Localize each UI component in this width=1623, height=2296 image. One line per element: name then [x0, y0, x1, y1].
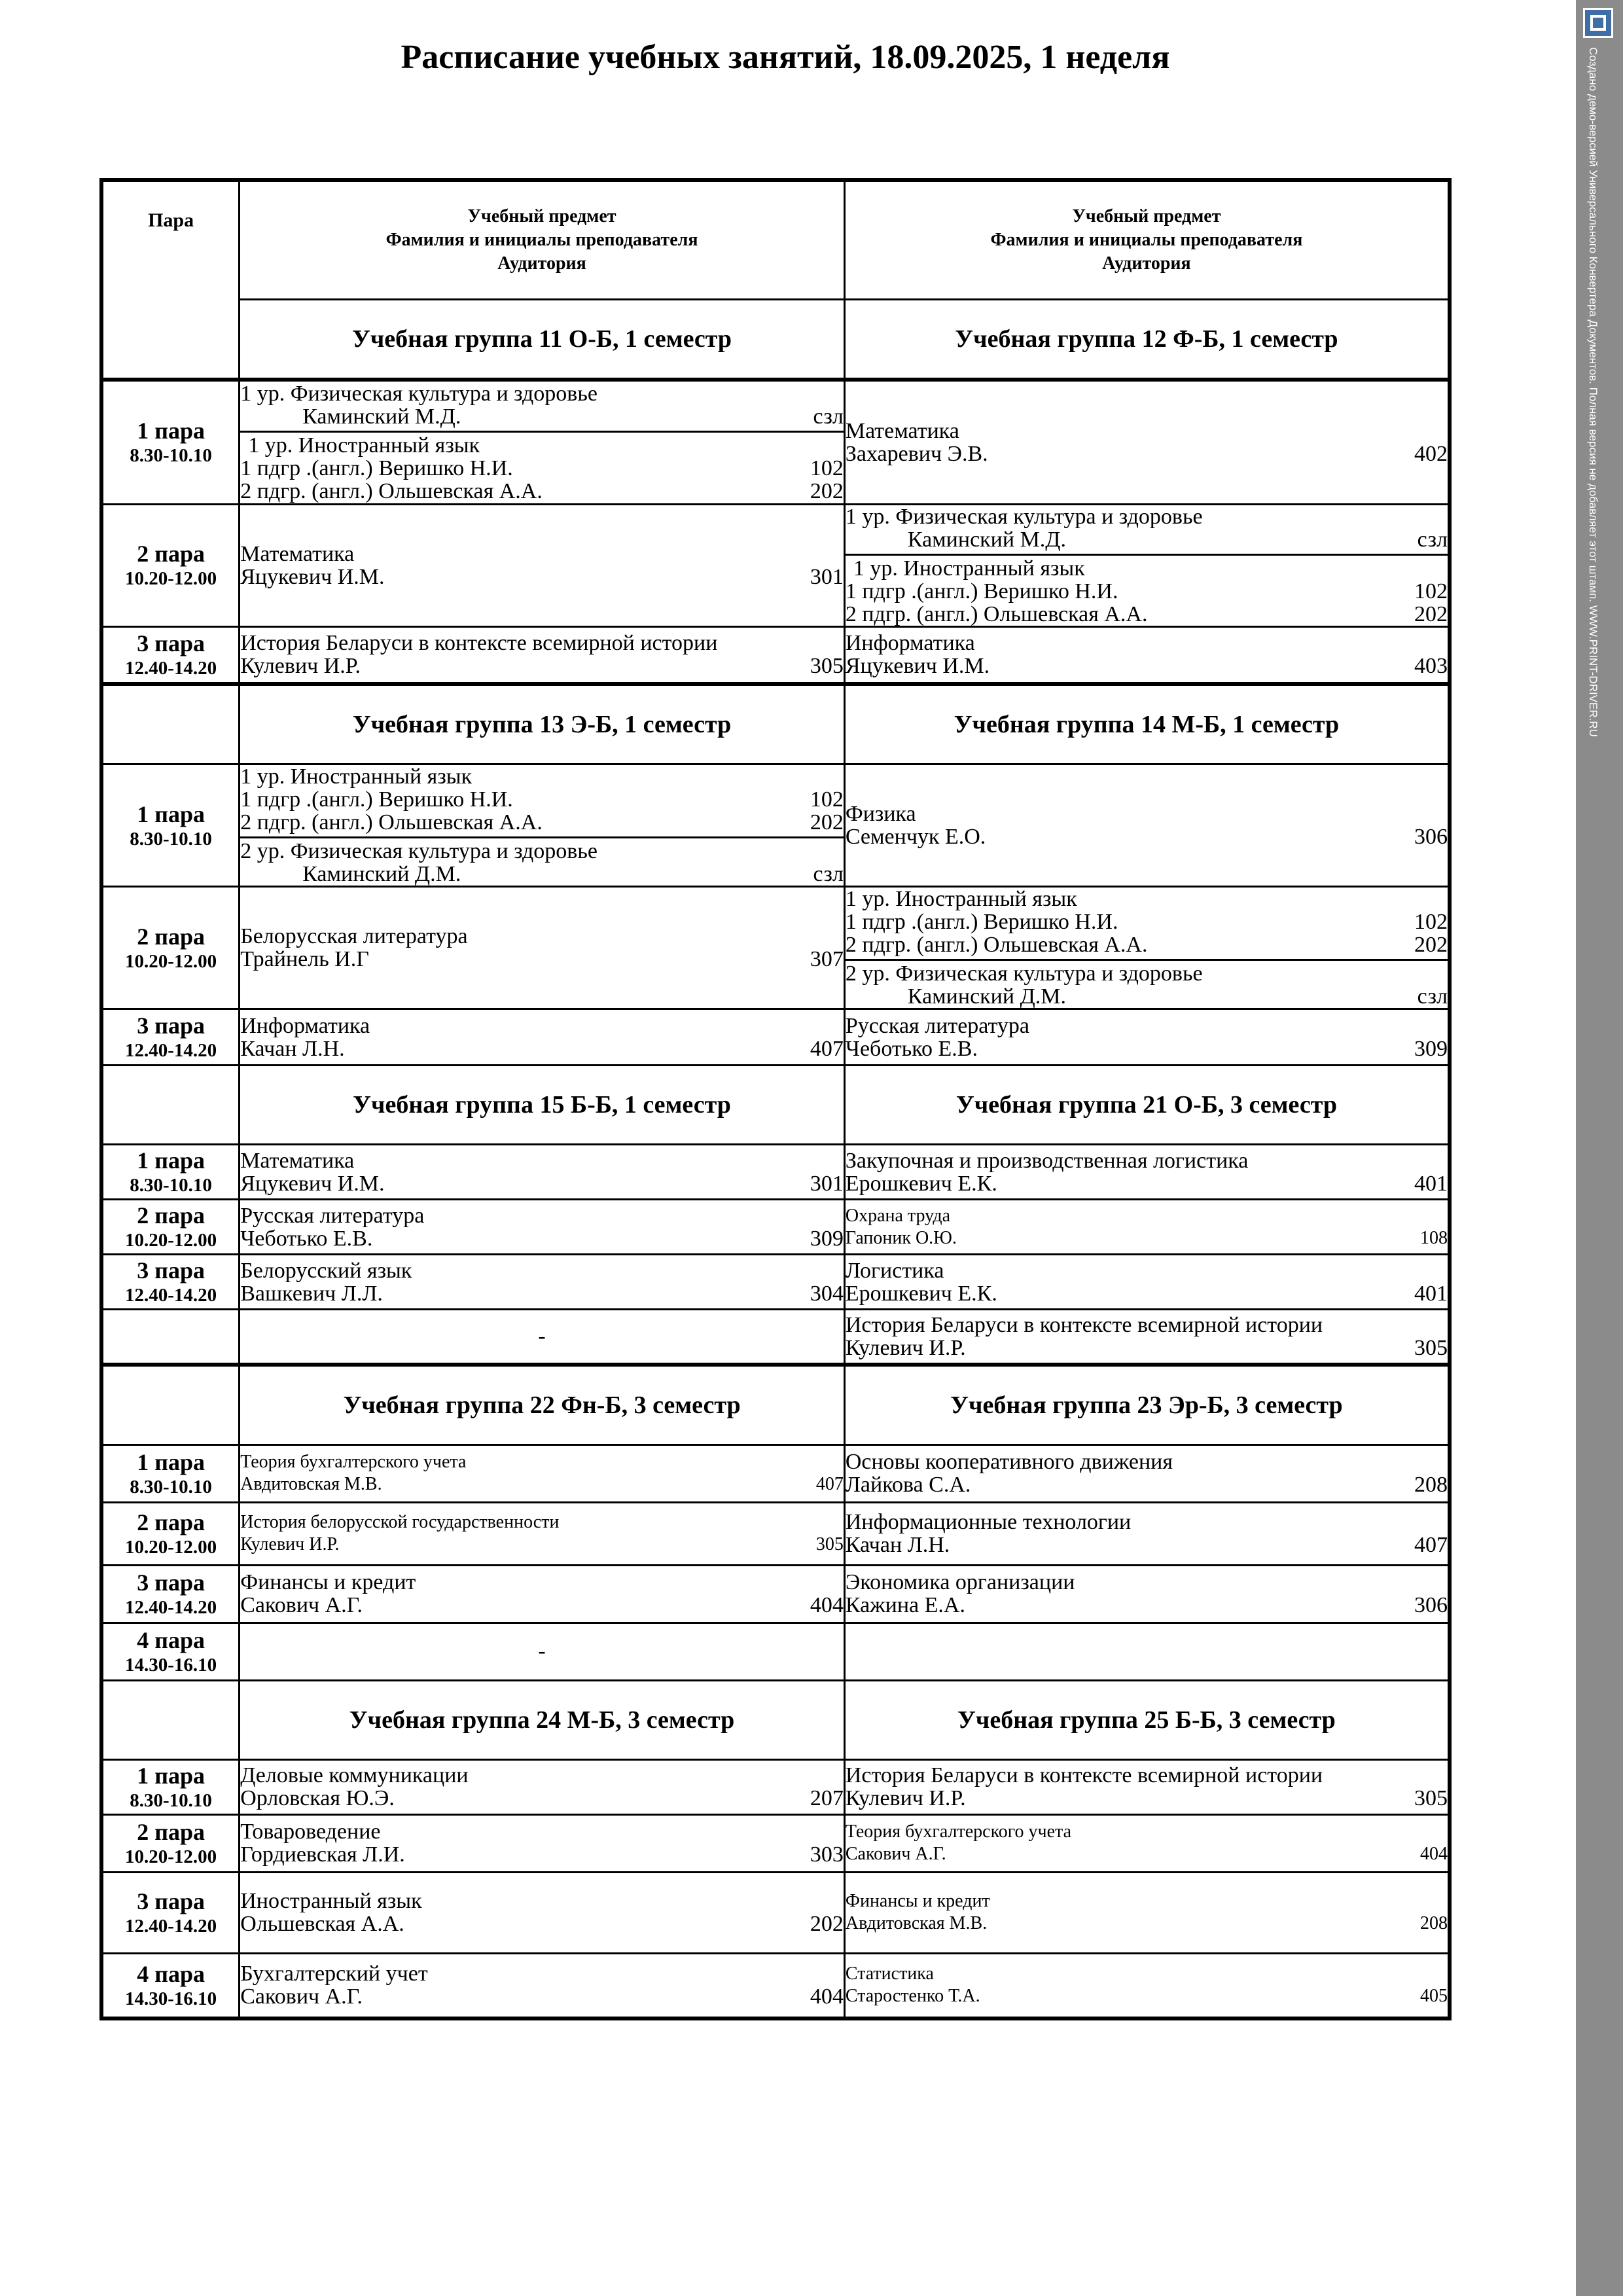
lesson-cell: Информатика Качан Л.Н. 407 — [240, 1009, 845, 1066]
table-row — [101, 1200, 1450, 1255]
lesson-cell: Финансы и кредит Авдитовская М.В. 208 — [844, 1872, 1450, 1953]
table-row — [101, 504, 1450, 626]
group-title: Учебная группа 15 Б-Б, 1 семестр — [240, 1066, 845, 1145]
lesson-cell: Математика Яцукевич И.М. 301 — [240, 504, 845, 626]
lesson-cell: Бухгалтерский учет Сакович А.Г. 404 — [240, 1953, 845, 2018]
empty-cell — [101, 684, 240, 764]
lesson-cell: Основы кооперативного движения Лайкова С.А. 208 — [844, 1444, 1450, 1502]
lesson-cell: Иностранный язык Ольшевская А.А. 202 — [240, 1872, 845, 1953]
lesson-cell: Математика Яцукевич И.М. 301 — [240, 1145, 845, 1200]
table-row — [101, 887, 1450, 1009]
table-row — [101, 1145, 1450, 1200]
group-title: Учебная группа 21 О-Б, 3 семестр — [844, 1066, 1450, 1145]
group-row — [101, 684, 1450, 764]
group-title: Учебная группа 22 Фн-Б, 3 семестр — [240, 1365, 845, 1445]
group-row — [101, 1066, 1450, 1145]
para-cell: 2 пара 10.20-12.00 — [101, 1814, 240, 1872]
lesson-cell: Русская литература Чеботько Е.В. 309 — [844, 1009, 1450, 1066]
table-row — [101, 1872, 1450, 1953]
table-row — [101, 1623, 1450, 1680]
group-title: Учебная группа 14 М-Б, 1 семестр — [844, 684, 1450, 764]
para-cell: 3 пара 12.40-14.20 — [101, 1255, 240, 1310]
para-cell: 2 пара 10.20-12.00 — [101, 1502, 240, 1565]
para-cell: 3 пара 12.40-14.20 — [101, 1009, 240, 1066]
para-cell: 4 пара 14.30-16.10 — [101, 1623, 240, 1680]
lesson-cell: 1 ур. Физическая культура и здоровье Каминский М.Д. сзл 1 ур. Иностранный язык 1 пдгр .(англ.) Веришко Н.И. 102 2 пдгр. (англ.) Ольшевская А.А. 202 — [844, 504, 1450, 626]
lesson-cell: Деловые коммуникации Орловская Ю.Э. 207 — [240, 1759, 845, 1814]
para-cell: 1 пара 8.30-10.10 — [101, 380, 240, 504]
para-cell: 2 пара 10.20-12.00 — [101, 1200, 240, 1255]
lesson-cell: Математика Захаревич Э.В. 402 — [844, 380, 1450, 504]
para-cell: 3 пара 12.40-14.20 — [101, 1565, 240, 1623]
group-title: Учебная группа 24 М-Б, 3 семестр — [240, 1680, 845, 1759]
para-cell: 4 пара 14.30-16.10 — [101, 1953, 240, 2018]
group-title: Учебная группа 12 Ф-Б, 1 семестр — [844, 300, 1450, 380]
empty-lesson-dash: - — [240, 1310, 845, 1365]
para-cell: 1 пара 8.30-10.10 — [101, 764, 240, 887]
para-header: Пара — [101, 180, 240, 380]
column-header: Учебный предмет Фамилия и инициалы преподавателя Аудитория — [240, 180, 845, 300]
table-row — [101, 380, 1450, 504]
lesson-cell: Информатика Яцукевич И.М. 403 — [844, 626, 1450, 684]
table-row — [101, 764, 1450, 887]
empty-cell — [844, 1623, 1450, 1680]
lesson-cell: Теория бухгалтерского учета Авдитовская М.В. 407 — [240, 1444, 845, 1502]
table-row — [101, 1502, 1450, 1565]
converter-logo-icon — [1583, 8, 1613, 38]
table-row — [101, 626, 1450, 684]
empty-cell — [101, 1680, 240, 1759]
lesson-cell: Охрана труда Гапоник О.Ю. 108 — [844, 1200, 1450, 1255]
group-row — [101, 1680, 1450, 1759]
lesson-cell: Теория бухгалтерского учета Сакович А.Г. 404 — [844, 1814, 1450, 1872]
page-title: Расписание учебных занятий, 18.09.2025, 1 неделя — [401, 39, 1170, 76]
lesson-cell: 1 ур. Иностранный язык 1 пдгр .(англ.) Веришко Н.И. 102 2 пдгр. (англ.) Ольшевская А.А. 202 2 ур. Физическая культура и здоровье Каминский Д.М. сзл — [844, 887, 1450, 1009]
lesson-cell: Логистика Ерошкевич Е.К. 401 — [844, 1255, 1450, 1310]
empty-lesson-dash: - — [240, 1623, 845, 1680]
para-cell: 2 пара 10.20-12.00 — [101, 504, 240, 626]
lesson-cell: История Беларуси в контексте всемирной истории Кулевич И.Р. 305 — [844, 1310, 1450, 1365]
para-cell: 3 пара 12.40-14.20 — [101, 1872, 240, 1953]
table-row — [101, 1009, 1450, 1066]
table-row — [101, 1444, 1450, 1502]
para-cell: 1 пара 8.30-10.10 — [101, 1444, 240, 1502]
header-row — [101, 180, 1450, 300]
demo-watermark-strip — [1576, 0, 1623, 2296]
lesson-cell: Экономика организации Кажина Е.А. 306 — [844, 1565, 1450, 1623]
empty-cell — [101, 1066, 240, 1145]
lesson-cell: Русская литература Чеботько Е.В. 309 — [240, 1200, 845, 1255]
empty-cell — [101, 1365, 240, 1445]
para-cell: 1 пара 8.30-10.10 — [101, 1759, 240, 1814]
lesson-cell: Статистика Старостенко Т.А. 405 — [844, 1953, 1450, 2018]
empty-cell — [101, 1310, 240, 1365]
lesson-cell: Финансы и кредит Сакович А.Г. 404 — [240, 1565, 845, 1623]
lesson-cell: Физика Семенчук Е.О. 306 — [844, 764, 1450, 887]
group-row — [101, 300, 1450, 380]
group-title: Учебная группа 11 О-Б, 1 семестр — [240, 300, 845, 380]
lesson-cell: 1 ур. Иностранный язык 1 пдгр .(англ.) Веришко Н.И. 102 2 пдгр. (англ.) Ольшевская А.А. 202 2 ур. Физическая культура и здоровье Каминский Д.М. сзл — [240, 764, 844, 886]
lesson-cell: Закупочная и производственная логистика Ерошкевич Е.К. 401 — [844, 1145, 1450, 1200]
table-row — [101, 1953, 1450, 2018]
group-title: Учебная группа 13 Э-Б, 1 семестр — [240, 684, 845, 764]
table-row — [101, 1565, 1450, 1623]
lesson-cell: Белорусский язык Вашкевич Л.Л. 304 — [240, 1255, 845, 1310]
group-row — [101, 1365, 1450, 1445]
lesson-cell: Информационные технологии Качан Л.Н. 407 — [844, 1502, 1450, 1565]
demo-notice: Создано демо-версией Универсального Конвертера Документов. Полная версия не добавляет этот штамп. WWW.PRINT-DRIVER.RU — [1587, 47, 1599, 737]
para-cell: 3 пара 12.40-14.20 — [101, 626, 240, 684]
para-cell: 1 пара 8.30-10.10 — [101, 1145, 240, 1200]
lesson-cell: История белорусской государственности Кулевич И.Р. 305 — [240, 1502, 845, 1565]
group-title: Учебная группа 25 Б-Б, 3 семестр — [844, 1680, 1450, 1759]
para-cell: 2 пара 10.20-12.00 — [101, 887, 240, 1009]
lesson-cell: История Беларуси в контексте всемирной истории Кулевич И.Р. 305 — [844, 1759, 1450, 1814]
table-row — [101, 1814, 1450, 1872]
schedule-table — [99, 178, 1452, 2020]
lesson-cell: История Беларуси в контексте всемирной истории Кулевич И.Р. 305 — [240, 626, 845, 684]
group-title: Учебная группа 23 Эр-Б, 3 семестр — [844, 1365, 1450, 1445]
lesson-cell: 1 ур. Физическая культура и здоровье Каминский М.Д. сзл 1 ур. Иностранный язык 1 пдгр .(англ.) Веришко Н.И. 102 2 пдгр. (англ.) Ольшевская А.А. 202 — [240, 380, 845, 504]
column-header: Учебный предмет Фамилия и инициалы преподавателя Аудитория — [844, 180, 1450, 300]
table-row — [101, 1759, 1450, 1814]
table-row — [101, 1255, 1450, 1310]
lesson-cell: Товароведение Гордиевская Л.И. 303 — [240, 1814, 845, 1872]
table-row — [101, 1310, 1450, 1365]
lesson-cell: Белорусская литература Трайнель И.Г 307 — [240, 887, 845, 1009]
